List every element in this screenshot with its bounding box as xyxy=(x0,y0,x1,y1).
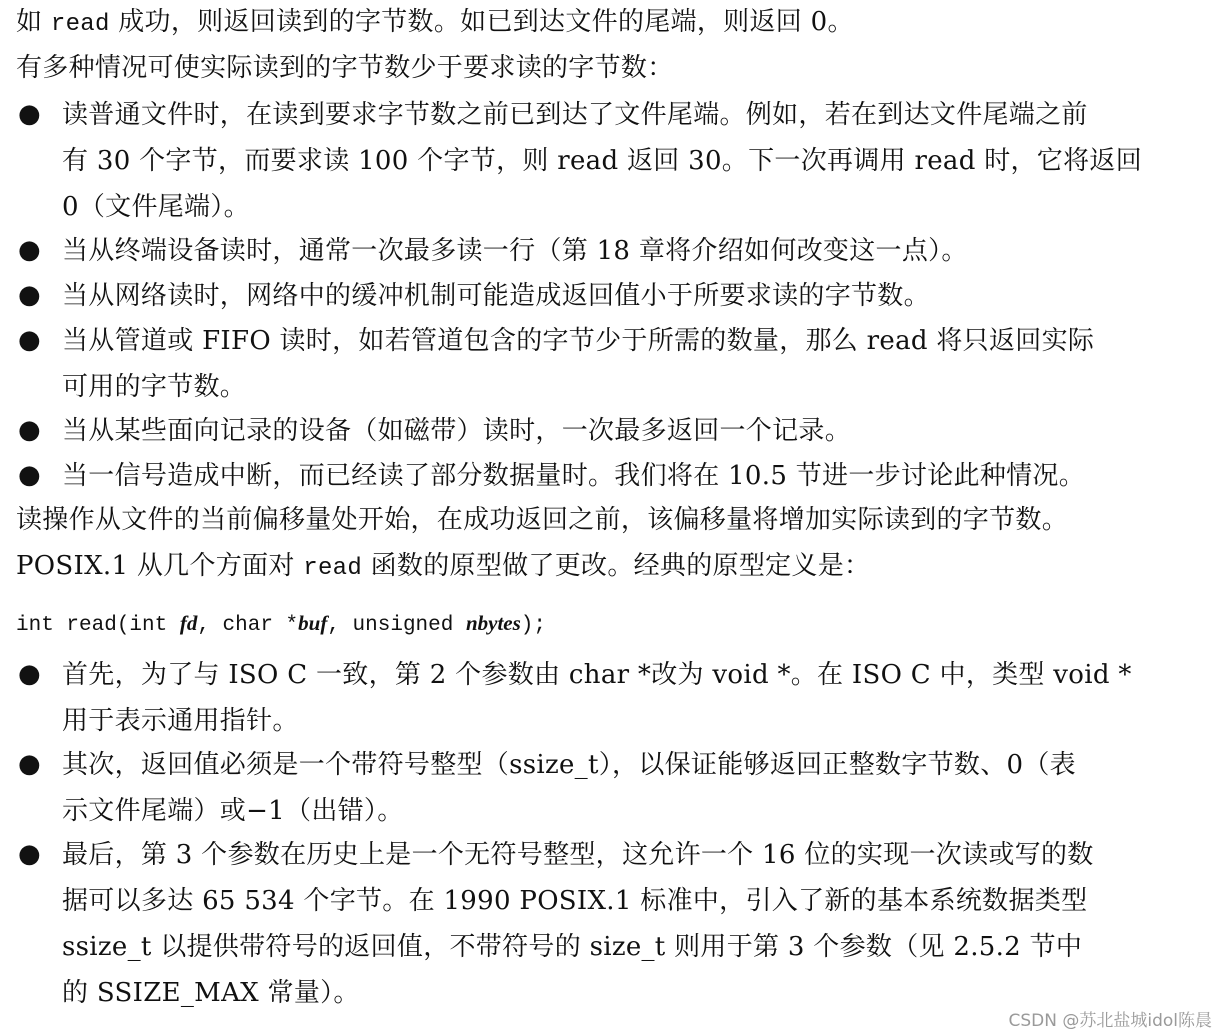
bullet-icon: ● xyxy=(18,325,41,355)
bullet-row: 读普通文件时，在读到要求字节数之前已到达了文件尾端。例如，若在到达文件尾端之前 xyxy=(62,100,1088,130)
bullet-row: 当一信号造成中断，而已经读了部分数据量时。我们将在 10.5 节进一步讨论此种情况。 xyxy=(62,461,1086,491)
bullet-text xyxy=(62,318,1212,410)
bullet-row: 当从终端设备读时，通常一次最多读一行（第 18 章将介绍如何改变这一点）。 xyxy=(62,236,968,266)
intro-line-2: 有多种情况可使实际读到的字节数少于要求读的字节数： xyxy=(16,53,674,83)
bullet-row: 可用的字节数。 xyxy=(62,372,247,402)
bullet-text xyxy=(62,652,1212,744)
paragraph-text: 函数的原型做了更改。经典的原型定义是： xyxy=(362,551,871,581)
code-prototype xyxy=(16,605,546,644)
bullet-row: ssize_t 以提供带符号的返回值，不带符号的 size_t 则用于第 3 个参数（见 2.5.2 节中 xyxy=(62,932,1083,962)
code-text: , char * xyxy=(197,614,299,637)
bullet-row: 当从某些面向记录的设备（如磁带）读时，一次最多返回一个记录。 xyxy=(62,416,852,446)
code-param: nbytes xyxy=(465,611,521,635)
inline-code: read xyxy=(50,11,110,38)
bullet-row: 其次，返回值必须是一个带符号整型（ssize_t），以保证能够返回正整数字节数、0（表 xyxy=(62,750,1076,780)
bullet-row: 据可以多达 65 534 个字节。在 1990 POSIX.1 标准中，引入了新的基本系统数据类型 xyxy=(62,886,1088,916)
code-param: fd xyxy=(179,611,198,635)
bullet-row: 首先，为了与 ISO C 一致，第 2 个参数由 char *改为 void *。在 ISO C 中，类型 void * xyxy=(62,660,1132,690)
intro-text: 如 xyxy=(16,7,51,37)
bullet-text xyxy=(62,228,1212,274)
bullet-row: 0（文件尾端）。 xyxy=(62,192,250,222)
code-text: int read(int xyxy=(16,614,180,637)
bullet-row: 有 30 个字节，而要求读 100 个字节，则 read 返回 30。下一次再调用 read 时，它将返回 xyxy=(62,146,1142,176)
bullet-text xyxy=(62,273,1212,319)
bullet-icon: ● xyxy=(18,415,41,445)
code-text: ); xyxy=(520,614,547,637)
bullet-row: 示文件尾端）或−1（出错）。 xyxy=(62,796,404,826)
bullet-text xyxy=(62,408,1212,454)
bullet-icon: ● xyxy=(18,280,41,310)
bullet-text xyxy=(62,453,1212,499)
bullet-row: 最后，第 3 个参数在历史上是一个无符号整型，这允许一个 16 位的实现一次读或写的数 xyxy=(62,840,1094,870)
bullet-row: 当从网络读时，网络中的缓冲机制可能造成返回值小于所要求读的字节数。 xyxy=(62,281,930,311)
bullet-icon: ● xyxy=(18,659,41,689)
code-param: buf xyxy=(298,611,328,635)
inline-code: read xyxy=(303,555,363,582)
bullet-row: 用于表示通用指针。 xyxy=(62,706,299,736)
bullet-row: 的 SSIZE_MAX 常量）。 xyxy=(62,978,360,1008)
bullet-text xyxy=(62,742,1212,834)
bullet-icon: ● xyxy=(18,839,41,869)
paragraph-line-1: 读操作从文件的当前偏移量处开始，在成功返回之前，该偏移量将增加实际读到的字节数。 xyxy=(16,505,1069,535)
intro-line-1 xyxy=(16,0,854,47)
bullet-icon: ● xyxy=(18,235,41,265)
paragraph-line-2 xyxy=(16,544,870,591)
paragraph-text: POSIX.1 从几个方面对 xyxy=(16,551,304,581)
bullet-icon: ● xyxy=(18,460,41,490)
bullet-row: 当从管道或 FIFO 读时，如若管道包含的字节少于所需的数量，那么 read 将只返回实际 xyxy=(62,326,1095,356)
watermark: CSDN @苏北盐城idol陈晨 xyxy=(1008,1011,1212,1031)
bullet-text xyxy=(62,92,1212,230)
bullet-text xyxy=(62,832,1212,1016)
bullet-icon: ● xyxy=(18,749,41,779)
code-text: , unsigned xyxy=(327,614,466,637)
intro-text: 成功，则返回读到的字节数。如已到达文件的尾端，则返回 0。 xyxy=(109,7,854,37)
bullet-icon: ● xyxy=(18,99,41,129)
